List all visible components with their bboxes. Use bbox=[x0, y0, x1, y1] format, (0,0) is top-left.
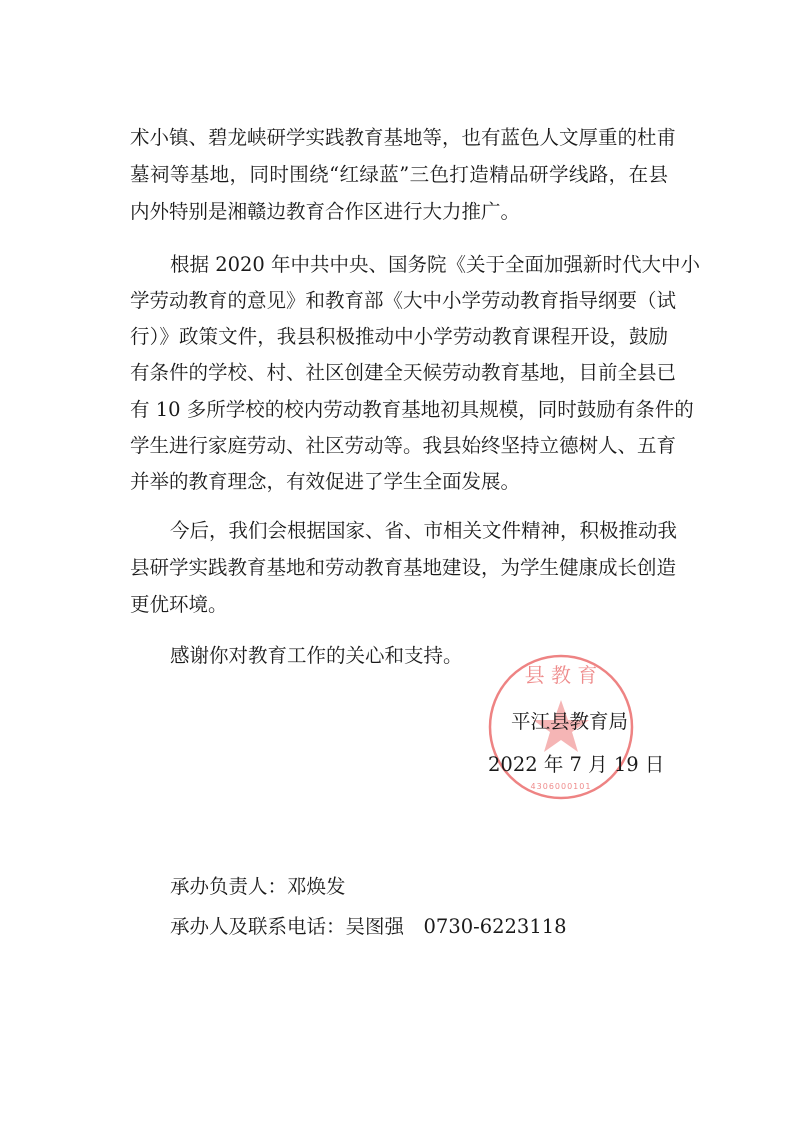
paragraph-3-line: 县研学实践教育基地和劳动教育基地建设，为学生健康成长创造 bbox=[130, 556, 677, 579]
paragraph-2-line: 有 10 多所学校的校内劳动教育基地初具规模，同时鼓励有条件的 bbox=[130, 398, 694, 421]
paragraph-2-line: 学劳动教育的意见》和教育部《大中小学劳动教育指导纲要（试 bbox=[130, 289, 677, 312]
issue-date: 2022 年 7 月 19 日 bbox=[488, 753, 665, 776]
paragraph-3-line: 更优环境。 bbox=[130, 593, 228, 616]
paragraph-2-line: 根据 2020 年中共中央、国务院《关于全面加强新时代大中小 bbox=[170, 253, 701, 276]
paragraph-2-line: 并举的教育理念，有效促进了学生全面发展。 bbox=[130, 470, 521, 493]
paragraph-2-line: 有条件的学校、村、社区创建全天候劳动教育基地，目前全县已 bbox=[130, 361, 677, 384]
svg-text:4306000101: 4306000101 bbox=[530, 782, 592, 791]
paragraph-1-line: 墓祠等基地，同时围绕“红绿蓝”三色打造精品研学线路，在县 bbox=[130, 163, 668, 186]
closing-remark: 感谢你对教育工作的关心和支持。 bbox=[170, 644, 463, 667]
paragraph-2-line: 行）》政策文件，我县积极推动中小学劳动教育课程开设，鼓励 bbox=[130, 325, 668, 348]
paragraph-1-line: 术小镇、碧龙峡研学实践教育基地等，也有蓝色人文厚重的杜甫 bbox=[130, 126, 677, 149]
responsible-person: 承办负责人：邓焕发 bbox=[170, 875, 346, 898]
handler-contact: 承办人及联系电话：吴图强 0730-6223118 bbox=[170, 915, 567, 938]
paragraph-2-line: 学生进行家庭劳动、社区劳动等。我县始终坚持立德树人、五育 bbox=[130, 434, 677, 457]
svg-text:县 教 育: 县 教 育 bbox=[524, 663, 598, 687]
paragraph-3-line: 今后，我们会根据国家、省、市相关文件精神，积极推动我 bbox=[170, 519, 678, 542]
paragraph-1-line: 内外特别是湘赣边教育合作区进行大力推广。 bbox=[130, 200, 521, 223]
issuing-organization: 平江县教育局 bbox=[511, 710, 629, 733]
